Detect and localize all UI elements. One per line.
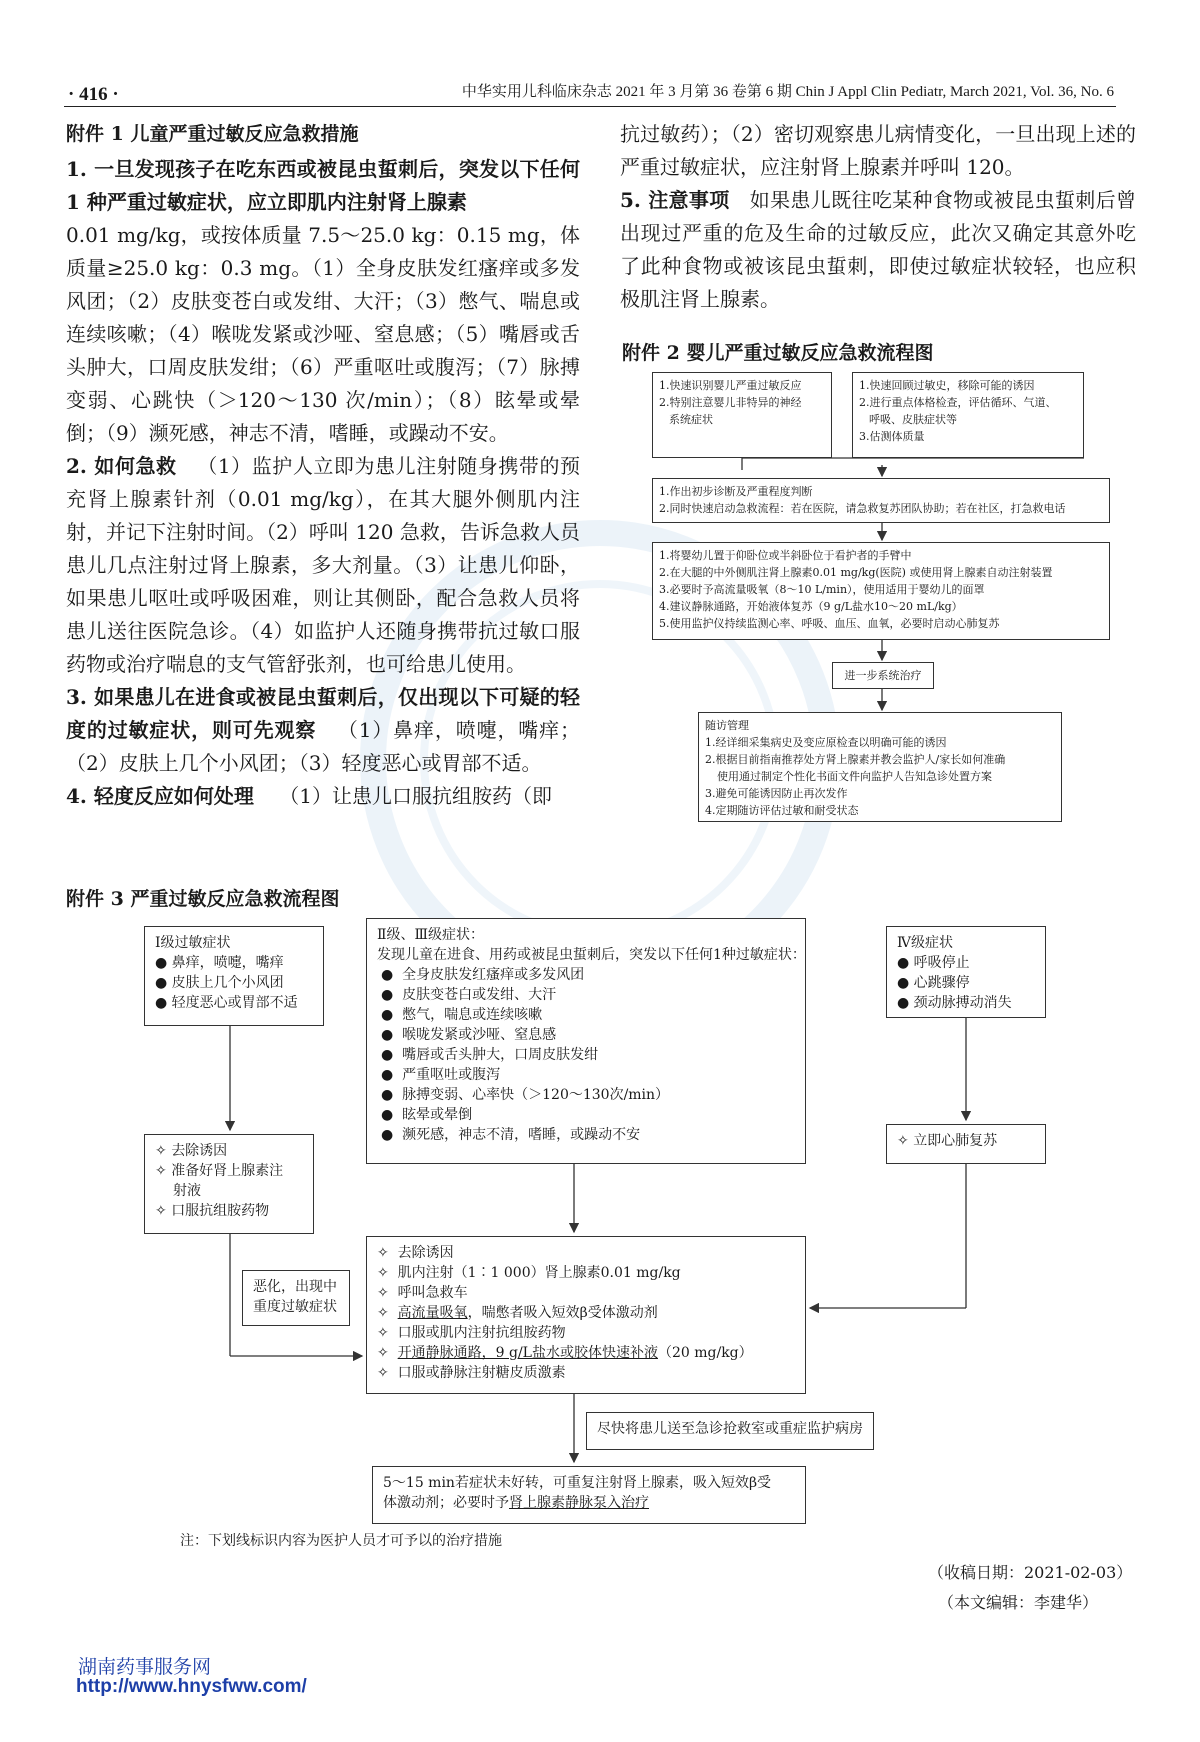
annex1-s1-head: 1. 一旦发现孩子在吃东西或被昆虫蜇刺后，突发以下任何 1 种严重过敏症状，应立即肌内注射肾上腺素 bbox=[66, 157, 580, 214]
repeat-line: 5～15 min若症状未好转，可重复注射肾上腺素，吸入短效β受 bbox=[383, 1475, 772, 1491]
grade23-item: ● 嘴唇或舌头肿大，口周皮肤发绀 bbox=[381, 1047, 599, 1063]
site-name: 湖南药事服务网 bbox=[78, 1657, 212, 1678]
transfer-text: 尽快将患儿送至急诊抢救室或重症监护病房 bbox=[597, 1421, 863, 1437]
grade23-subtitle: 发现儿童在进食、用药或被昆虫蜇刺后，突发以下任何1种过敏症状： bbox=[377, 947, 806, 963]
box-line: 进一步系统治疗 bbox=[844, 669, 922, 682]
box-title: 随访管理 bbox=[705, 719, 749, 732]
grade23-item: ● 严重呕吐或腹泻 bbox=[381, 1067, 501, 1083]
annex2-title: 附件 2 婴儿严重过敏反应急救流程图 bbox=[622, 342, 934, 364]
mild-action: 射液 bbox=[173, 1183, 201, 1199]
box-line: 系统症状 bbox=[669, 413, 713, 426]
received-date: （收稿日期：2021-02-03） bbox=[928, 1563, 1133, 1582]
main-action: ✧ 开通静脉通路，9 g/L盐水或胶体快速补液（20 mg/kg） bbox=[377, 1345, 753, 1361]
main-action: ✧ 去除诱因 bbox=[377, 1245, 454, 1261]
box-line: 1.经详细采集病史及变应原检查以明确可能的诱因 bbox=[705, 736, 947, 749]
annex1-s5-body: 如果患儿既往吃某种食物或被昆虫蜇刺后曾出现过严重的危及生命的过敏反应，此次又确定其意外吃了此种食物或被该昆虫蜇刺，即使过敏症状较轻，也应积极肌注肾上腺素。 bbox=[620, 188, 1137, 311]
grade1-item: ● 皮肤上几个小风团 bbox=[155, 975, 284, 991]
grade23-item: ● 脉搏变弱、心率快（＞120～130次/min） bbox=[381, 1087, 670, 1103]
grade1-item: ● 轻度恶心或胃部不适 bbox=[155, 995, 298, 1011]
annex1-s2-head: 2. 如何急救 bbox=[66, 454, 177, 478]
worsen-line: 恶化，出现中 bbox=[253, 1279, 337, 1295]
grade1-item: ● 鼻痒，喷嚏，嘴痒 bbox=[155, 955, 284, 971]
grade1-title: Ⅰ级过敏症状 bbox=[155, 935, 231, 951]
box-line: 1.作出初步诊断及严重程度判断 bbox=[659, 485, 813, 498]
annex1-s1-body: 0.01 mg/kg，或按体质量 7.5～25.0 kg：0.15 mg，体质量≥25.0 kg：0.3 mg。（1）全身皮肤发红瘙痒或多发风团；（2）皮肤变苍白或发绀、大汗；（3）憋气、喘息或连续咳嗽；（4）喉咙发紧或沙哑、窒息感；（5）嘴唇或舌头肿大，口周皮肤发绀；（6）严重呕吐或腹泻；（7）脉搏变弱、心跳快（＞120～130 次/min）；（8）眩晕或晕倒；（9）濒死感，神志不清，嗜睡，或躁动不安。 bbox=[66, 223, 580, 445]
worsen-line: 重度过敏症状 bbox=[253, 1299, 337, 1315]
box-line: 4.建议静脉通路，开始液体复苏（9 g/L盐水10～20 mL/kg） bbox=[659, 600, 963, 613]
repeat-line: 体激动剂；必要时予肾上腺素静脉泵入治疗 bbox=[383, 1495, 649, 1511]
grade4-item: ● 呼吸停止 bbox=[897, 955, 970, 971]
grade23-item: ● 憋气，喘息或连续咳嗽 bbox=[381, 1007, 543, 1023]
grade4-title: Ⅳ级症状 bbox=[897, 935, 953, 951]
box-line: 使用通过制定个性化书面文件向监护人告知急诊处置方案 bbox=[717, 770, 992, 783]
box-line: 呼吸、皮肤症状等 bbox=[869, 413, 957, 426]
box-line: 1.将婴幼儿置于仰卧位或半斜卧位于看护者的手臂中 bbox=[659, 549, 912, 562]
mild-action: ✧ 准备好肾上腺素注 bbox=[155, 1163, 284, 1179]
box-line: 3.避免可能诱因防止再次发作 bbox=[705, 787, 848, 800]
box-line: 2.同时快速启动急救流程：若在医院，请急救复苏团队协助；若在社区，打急救电话 bbox=[659, 502, 1066, 515]
box-line: 2.在大腿的中外侧肌注肾上腺素0.01 mg/kg(医院) 或使用肾上腺素自动注射装置 bbox=[659, 566, 1053, 579]
box-line: 1.快速识别婴儿严重过敏反应 bbox=[659, 379, 802, 392]
annex1-s4-cont: 抗过敏药）；（2）密切观察患儿病情变化，一旦出现上述的严重过敏症状，应注射肾上腺素并呼叫 120。 bbox=[620, 122, 1136, 179]
annex1-s3-head: 3. 如果患儿在进食或被昆虫蜇刺后，仅出现以下可疑的轻度的过敏症状，则可先观察 bbox=[66, 685, 580, 742]
mild-action: ✧ 口服抗组胺药物 bbox=[155, 1203, 270, 1219]
editor: （本文编辑：李建华） bbox=[938, 1593, 1099, 1612]
mild-action: ✧ 去除诱因 bbox=[155, 1143, 228, 1159]
annex1-s4-head: 4. 轻度反应如何处理 bbox=[66, 784, 254, 808]
box-line: 3.必要时予高流量吸氧（8～10 L/min），使用适用于婴幼儿的面罩 bbox=[659, 583, 985, 596]
main-action: ✧ 高流量吸氧，喘憋者吸入短效β受体激动剂 bbox=[377, 1305, 658, 1321]
annex3-title: 附件 3 严重过敏反应急救流程图 bbox=[66, 888, 340, 910]
grade23-item: ● 全身皮肤发红瘙痒或多发风团 bbox=[381, 967, 585, 983]
grade23-item: ● 濒死感，神志不清，嗜睡，或躁动不安 bbox=[381, 1127, 641, 1143]
box-line: 2.特别注意婴儿非特异的神经 bbox=[659, 396, 802, 409]
box-line: 2.进行重点体格检查，评估循环、气道、 bbox=[859, 396, 1057, 409]
annex1-s5-head: 5. 注意事项 bbox=[620, 188, 730, 212]
grade4-item: ● 颈动脉搏动消失 bbox=[897, 995, 1012, 1011]
box-line: 2.根据目前指南推荐处方肾上腺素并教会监护人/家长如何准确 bbox=[705, 753, 1006, 766]
grade23-title: Ⅱ级、Ⅲ级症状： bbox=[377, 927, 485, 943]
box-line: 5.使用监护仪持续监测心率、呼吸、血压、血氧，必要时启动心肺复苏 bbox=[659, 617, 1000, 630]
box-line: 1.快速回顾过敏史，移除可能的诱因 bbox=[859, 379, 1035, 392]
annex1-s4-body: （1）让患儿口服抗组胺药（即 bbox=[279, 784, 553, 808]
grade4-item: ● 心跳骤停 bbox=[897, 975, 970, 991]
grade23-item: ● 眩晕或晕倒 bbox=[381, 1107, 473, 1123]
annex1-s2-body: （1）监护人立即为患儿注射随身携带的预充肾上腺素针剂（0.01 mg/kg），在其大腿外侧肌内注射，并记下注射时间。（2）呼叫 120 急救，告诉急救人员患儿几点注射过肾上腺素，多大剂量。（3）让患儿仰卧，如果患儿呕吐或呼吸困难，则让其侧卧，配合急救人员将患儿送往医院急诊。（4）如监护人还随身携带抗过敏口服药物或治疗喘息的支气管舒张剂，也可给患儿使用。 bbox=[66, 454, 580, 676]
main-action: ✧ 呼叫急救车 bbox=[377, 1285, 468, 1301]
main-action: ✧ 口服或肌内注射抗组胺药物 bbox=[377, 1325, 566, 1341]
box-line: 4.定期随访评估过敏和耐受状态 bbox=[705, 804, 859, 817]
cpr-text: ✧ 立即心肺复苏 bbox=[897, 1133, 998, 1149]
main-action: ✧ 口服或静脉注射糖皮质激素 bbox=[377, 1365, 566, 1381]
journal-header: 中华实用儿科临床杂志 2021 年 3 月第 36 卷第 6 期 Chin J Appl Clin Pediatr, March 2021, Vol. 36, No. 6 bbox=[461, 84, 1114, 100]
box-line: 3.估测体质量 bbox=[859, 430, 925, 443]
main-action: ✧ 肌内注射（1∶1 000）肾上腺素0.01 mg/kg bbox=[377, 1265, 681, 1281]
annex1-title: 附件 1 儿童严重过敏反应急救措施 bbox=[66, 123, 359, 145]
page-number: · 416 · bbox=[68, 84, 119, 105]
annex3-note: 注：下划线标识内容为医护人员才可予以的治疗措施 bbox=[180, 1533, 502, 1549]
annex1-s3-body: （1）鼻痒，喷嚏，嘴痒；（2）皮肤上几个小风团；（3）轻度恶心或胃部不适。 bbox=[66, 718, 581, 775]
grade23-item: ● 皮肤变苍白或发绀、大汗 bbox=[381, 987, 557, 1003]
grade23-item: ● 喉咙发紧或沙哑、窒息感 bbox=[381, 1027, 557, 1043]
site-url-link[interactable]: http://www.hnysfww.com/ bbox=[76, 1676, 307, 1697]
